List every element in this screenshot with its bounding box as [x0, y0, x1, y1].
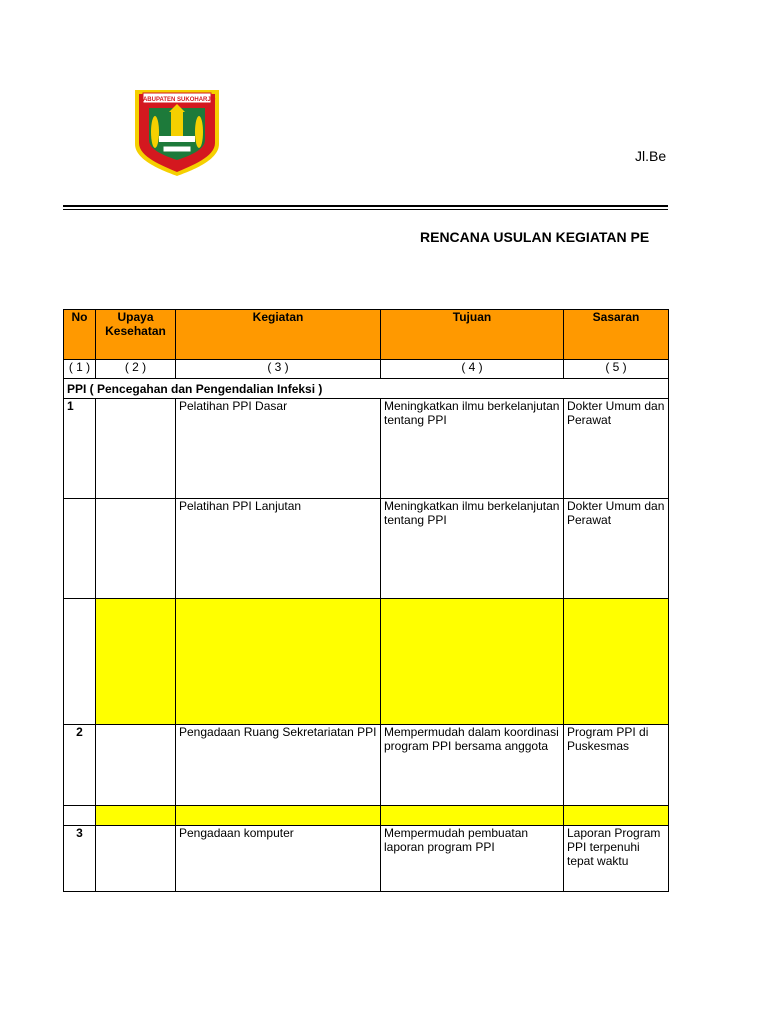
row-tujuan [381, 806, 564, 826]
row-sasaran [564, 599, 669, 725]
row-tujuan [381, 599, 564, 725]
table-row [64, 399, 669, 499]
table-row-highlighted [64, 806, 669, 826]
column-number: ( 4 ) [381, 360, 564, 379]
row-number [64, 806, 96, 826]
table-row-highlighted [64, 599, 669, 725]
row-number: 1 [64, 399, 96, 499]
table-header-row [64, 310, 669, 360]
section-title: PPI ( Pencegahan dan Pengendalian Infeksi ) [64, 379, 669, 399]
column-header: Kegiatan [176, 310, 381, 360]
regency-emblem-logo [133, 88, 221, 178]
row-tujuan: Mempermudah pembuatan laporan program PPI [381, 826, 564, 892]
column-number-row [64, 360, 669, 379]
section-row [64, 379, 669, 399]
row-upaya [96, 806, 176, 826]
row-upaya [96, 399, 176, 499]
row-number [64, 499, 96, 599]
row-kegiatan [176, 599, 381, 725]
row-upaya [96, 599, 176, 725]
column-header: Upaya Kesehatan [96, 310, 176, 360]
row-sasaran: Program PPI di Puskesmas [564, 725, 669, 806]
table-row [64, 725, 669, 806]
row-kegiatan: Pelatihan PPI Dasar [176, 399, 381, 499]
row-number: 3 [64, 826, 96, 892]
document-title: RENCANA USULAN KEGIATAN PE [420, 229, 650, 245]
header-divider-thin [63, 209, 668, 210]
row-kegiatan: Pengadaan komputer [176, 826, 381, 892]
row-tujuan: Mempermudah dalam koordinasi program PPI bersama anggota [381, 725, 564, 806]
row-upaya [96, 499, 176, 599]
column-header: No [64, 310, 96, 360]
activity-plan-table [63, 309, 669, 892]
row-sasaran: Laporan Program PPI terpenuhi tepat waktu [564, 826, 669, 892]
address-text: Jl.Be [635, 148, 667, 164]
column-header: Tujuan [381, 310, 564, 360]
row-kegiatan: Pelatihan PPI Lanjutan [176, 499, 381, 599]
logo-text: KABUPATEN SUKOHARJO [138, 97, 216, 103]
table-row [64, 826, 669, 892]
column-number: ( 5 ) [564, 360, 669, 379]
column-number: ( 3 ) [176, 360, 381, 379]
row-tujuan: Meningkatkan ilmu berkelanjutan tentang PPI [381, 499, 564, 599]
row-kegiatan: Pengadaan Ruang Sekretariatan PPI [176, 725, 381, 806]
row-upaya [96, 826, 176, 892]
column-number: ( 1 ) [64, 360, 96, 379]
row-kegiatan [176, 806, 381, 826]
table-row [64, 499, 669, 599]
column-header: Sasaran [564, 310, 669, 360]
row-number: 2 [64, 725, 96, 806]
row-sasaran [564, 806, 669, 826]
row-number [64, 599, 96, 725]
row-sasaran: Dokter Umum dan Perawat [564, 499, 669, 599]
row-tujuan: Meningkatkan ilmu berkelanjutan tentang PPI [381, 399, 564, 499]
row-upaya [96, 725, 176, 806]
column-number: ( 2 ) [96, 360, 176, 379]
row-sasaran: Dokter Umum dan Perawat [564, 399, 669, 499]
header-divider-thick [63, 205, 668, 207]
